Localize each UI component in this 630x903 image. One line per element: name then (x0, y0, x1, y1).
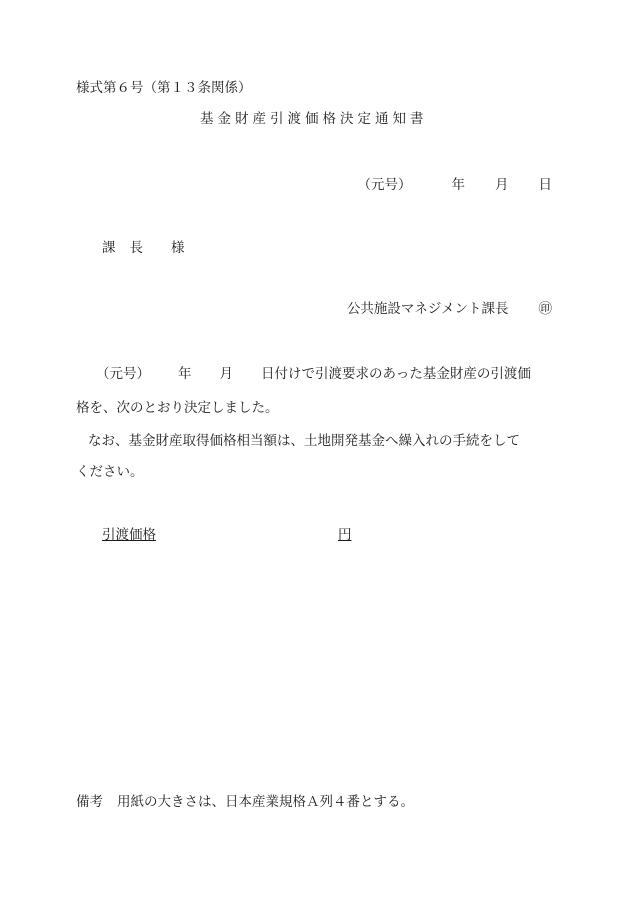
addressee (102, 236, 185, 256)
sender-name: 公共施設マネジメント課長 (346, 301, 509, 317)
price-unit: 円 (338, 527, 352, 543)
body-month: 月 (219, 366, 233, 382)
date-day: 日 (538, 177, 552, 193)
paragraph-2-text: なお、基金財産取得価格相当額は、土地開発基金へ繰入れの手続をして (88, 433, 520, 449)
paragraph-1-line-2: 格を、次のとおり決定しました。 (76, 400, 279, 416)
document-title: 基金財産引渡価格決定通知書 (200, 111, 428, 127)
body-rest: 日付けで引渡要求のあった基金財産の引渡価 (261, 366, 531, 382)
price-line (102, 523, 352, 543)
addressee-honorific: 様 (171, 240, 185, 256)
date-line (358, 173, 553, 193)
price-label: 引渡価格 (102, 527, 156, 543)
remarks-note (76, 790, 414, 810)
body-era: （元号） (96, 366, 150, 382)
addressee-part1: 課 (102, 240, 116, 256)
date-era: （元号） (357, 177, 412, 193)
note-label: 備考 (76, 794, 103, 810)
form-number: 様式第６号（第１３条関係） (76, 80, 252, 96)
date-month: 月 (495, 177, 509, 193)
paragraph-2-line-2: ください。 (76, 464, 144, 480)
addressee-part2: 長 (129, 240, 143, 256)
paragraph-2-line-1 (76, 429, 554, 449)
paragraph-1-line-1 (76, 362, 554, 382)
note-text: 用紙の大きさは、日本産業規格Ａ列４番とする。 (117, 794, 414, 810)
sender (347, 297, 552, 317)
body-year: 年 (178, 366, 192, 382)
date-year: 年 (451, 177, 465, 193)
seal-mark: ㊞ (538, 301, 552, 317)
